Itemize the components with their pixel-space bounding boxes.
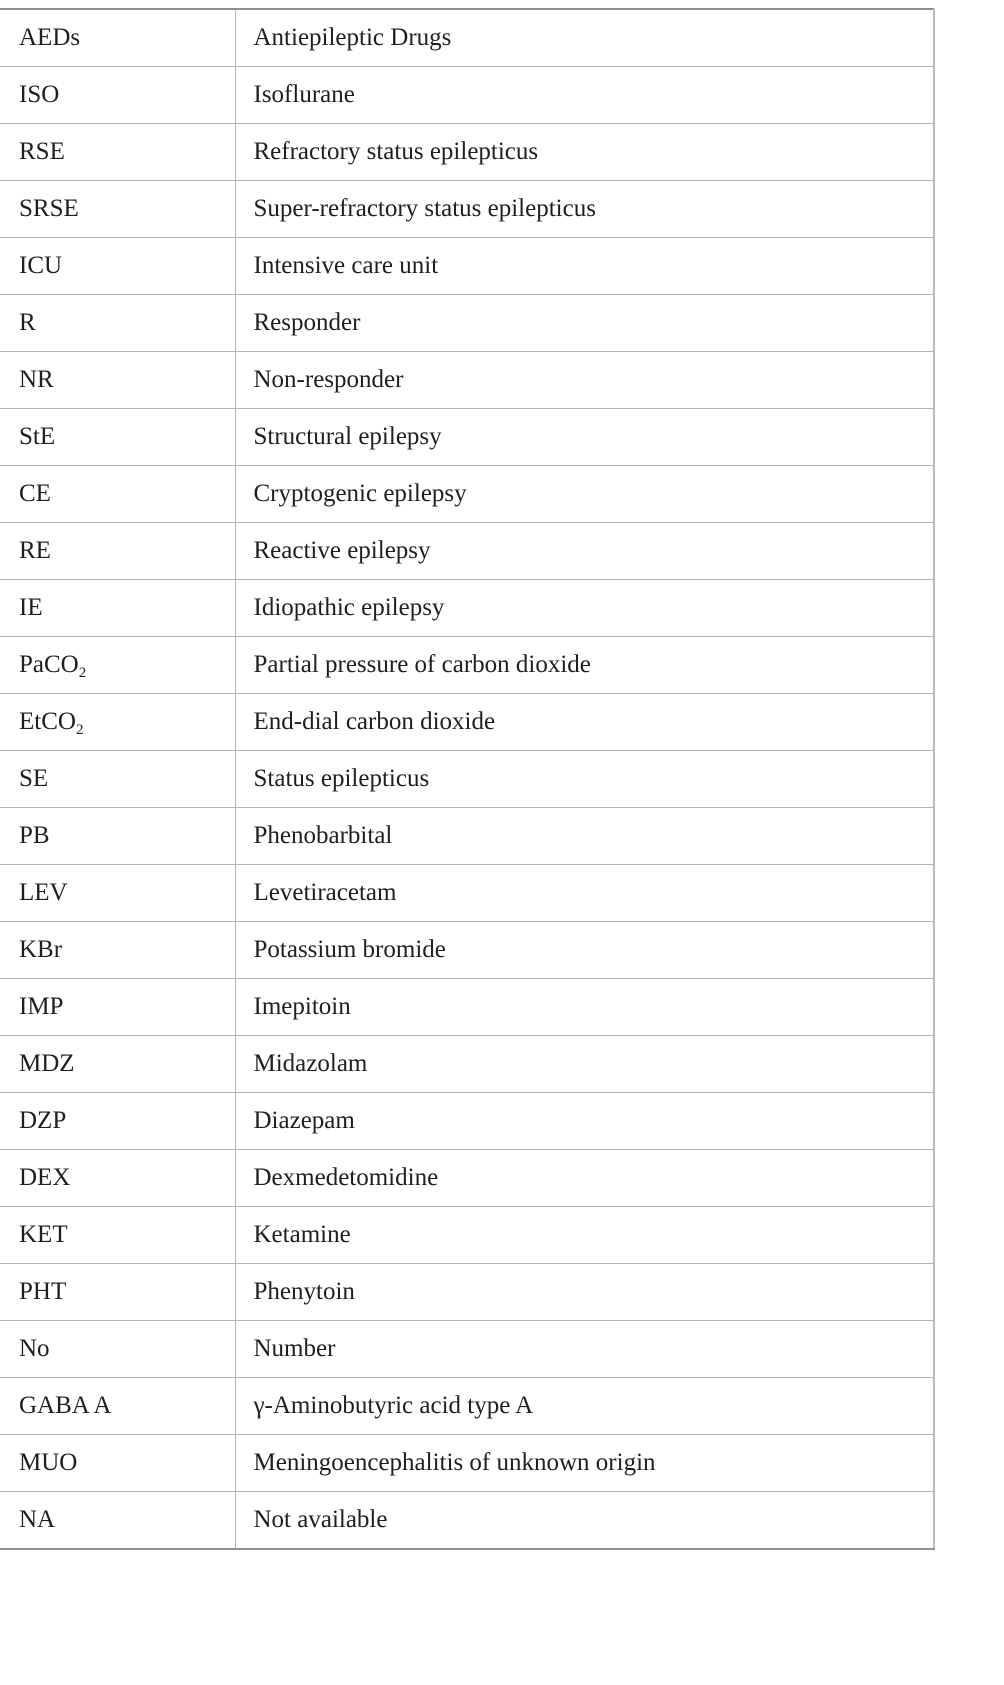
table-row [0, 1492, 934, 1550]
definition-cell: Levetiracetam [235, 865, 934, 922]
abbreviation-cell: KBr [0, 922, 235, 979]
abbreviation-cell: NA [0, 1492, 235, 1550]
definition-cell: Imepitoin [235, 979, 934, 1036]
definition-cell: Idiopathic epilepsy [235, 580, 934, 637]
abbreviation-cell: No [0, 1321, 235, 1378]
definition-cell: Non-responder [235, 352, 934, 409]
definition-cell: Potassium bromide [235, 922, 934, 979]
definition-cell: Partial pressure of carbon dioxide [235, 637, 934, 694]
abbreviation-cell [0, 637, 235, 694]
abbreviation-cell: DZP [0, 1093, 235, 1150]
abbreviation-cell: GABA A [0, 1378, 235, 1435]
table-row [0, 580, 934, 637]
table-row [0, 1093, 934, 1150]
abbreviation-cell: IE [0, 580, 235, 637]
abbreviation-cell [0, 694, 235, 751]
abbreviation-cell: PB [0, 808, 235, 865]
definition-cell: Refractory status epilepticus [235, 124, 934, 181]
abbreviation-cell: R [0, 295, 235, 352]
abbreviation-cell: KET [0, 1207, 235, 1264]
definition-cell: Midazolam [235, 1036, 934, 1093]
definition-cell: Isoflurane [235, 67, 934, 124]
table-row [0, 1435, 934, 1492]
definition-cell: Intensive care unit [235, 238, 934, 295]
table-row [0, 865, 934, 922]
abbreviation-cell: IMP [0, 979, 235, 1036]
abbreviation-cell: DEX [0, 1150, 235, 1207]
abbreviation-cell: ISO [0, 67, 235, 124]
table-row [0, 181, 934, 238]
table-row [0, 295, 934, 352]
definition-cell: End-dial carbon dioxide [235, 694, 934, 751]
abbreviation-cell: LEV [0, 865, 235, 922]
definition-cell: Phenobarbital [235, 808, 934, 865]
table-row [0, 67, 934, 124]
abbreviations-table [0, 8, 935, 1550]
definition-cell: Phenytoin [235, 1264, 934, 1321]
abbreviation-cell: CE [0, 466, 235, 523]
abbreviation-cell: RSE [0, 124, 235, 181]
table-row [0, 1321, 934, 1378]
table-row [0, 751, 934, 808]
table-row [0, 1150, 934, 1207]
abbreviation-text: EtCO [19, 708, 76, 735]
table-row [0, 1207, 934, 1264]
abbreviation-cell: SE [0, 751, 235, 808]
abbreviation-cell: MUO [0, 1435, 235, 1492]
abbreviation-cell: NR [0, 352, 235, 409]
definition-cell: Super-refractory status epilepticus [235, 181, 934, 238]
table-row [0, 1378, 934, 1435]
table-row [0, 637, 934, 694]
definition-cell: γ-Aminobutyric acid type A [235, 1378, 934, 1435]
table-row [0, 466, 934, 523]
definition-cell: Antiepileptic Drugs [235, 9, 934, 67]
table-row [0, 124, 934, 181]
table-row [0, 9, 934, 67]
table-row [0, 808, 934, 865]
table-row [0, 1264, 934, 1321]
table-row [0, 1036, 934, 1093]
definition-cell: Structural epilepsy [235, 409, 934, 466]
abbreviation-cell: ICU [0, 238, 235, 295]
definition-cell: Ketamine [235, 1207, 934, 1264]
table-row [0, 922, 934, 979]
definition-cell: Number [235, 1321, 934, 1378]
abbreviation-cell: MDZ [0, 1036, 235, 1093]
subscript: 2 [78, 665, 87, 681]
table-row [0, 409, 934, 466]
definition-cell: Reactive epilepsy [235, 523, 934, 580]
definition-cell: Not available [235, 1492, 934, 1550]
table-row [0, 238, 934, 295]
abbreviation-cell: SRSE [0, 181, 235, 238]
definition-cell: Meningoencephalitis of unknown origin [235, 1435, 934, 1492]
abbreviation-cell: RE [0, 523, 235, 580]
abbreviation-text: PaCO [19, 651, 79, 678]
table-row [0, 523, 934, 580]
table-row [0, 979, 934, 1036]
table-row [0, 694, 934, 751]
definition-cell: Status epilepticus [235, 751, 934, 808]
table-row [0, 352, 934, 409]
abbreviation-cell: AEDs [0, 9, 235, 67]
subscript: 2 [75, 722, 84, 738]
abbreviation-cell: PHT [0, 1264, 235, 1321]
definition-cell: Diazepam [235, 1093, 934, 1150]
abbreviation-cell: StE [0, 409, 235, 466]
definition-cell: Dexmedetomidine [235, 1150, 934, 1207]
definition-cell: Responder [235, 295, 934, 352]
definition-cell: Cryptogenic epilepsy [235, 466, 934, 523]
